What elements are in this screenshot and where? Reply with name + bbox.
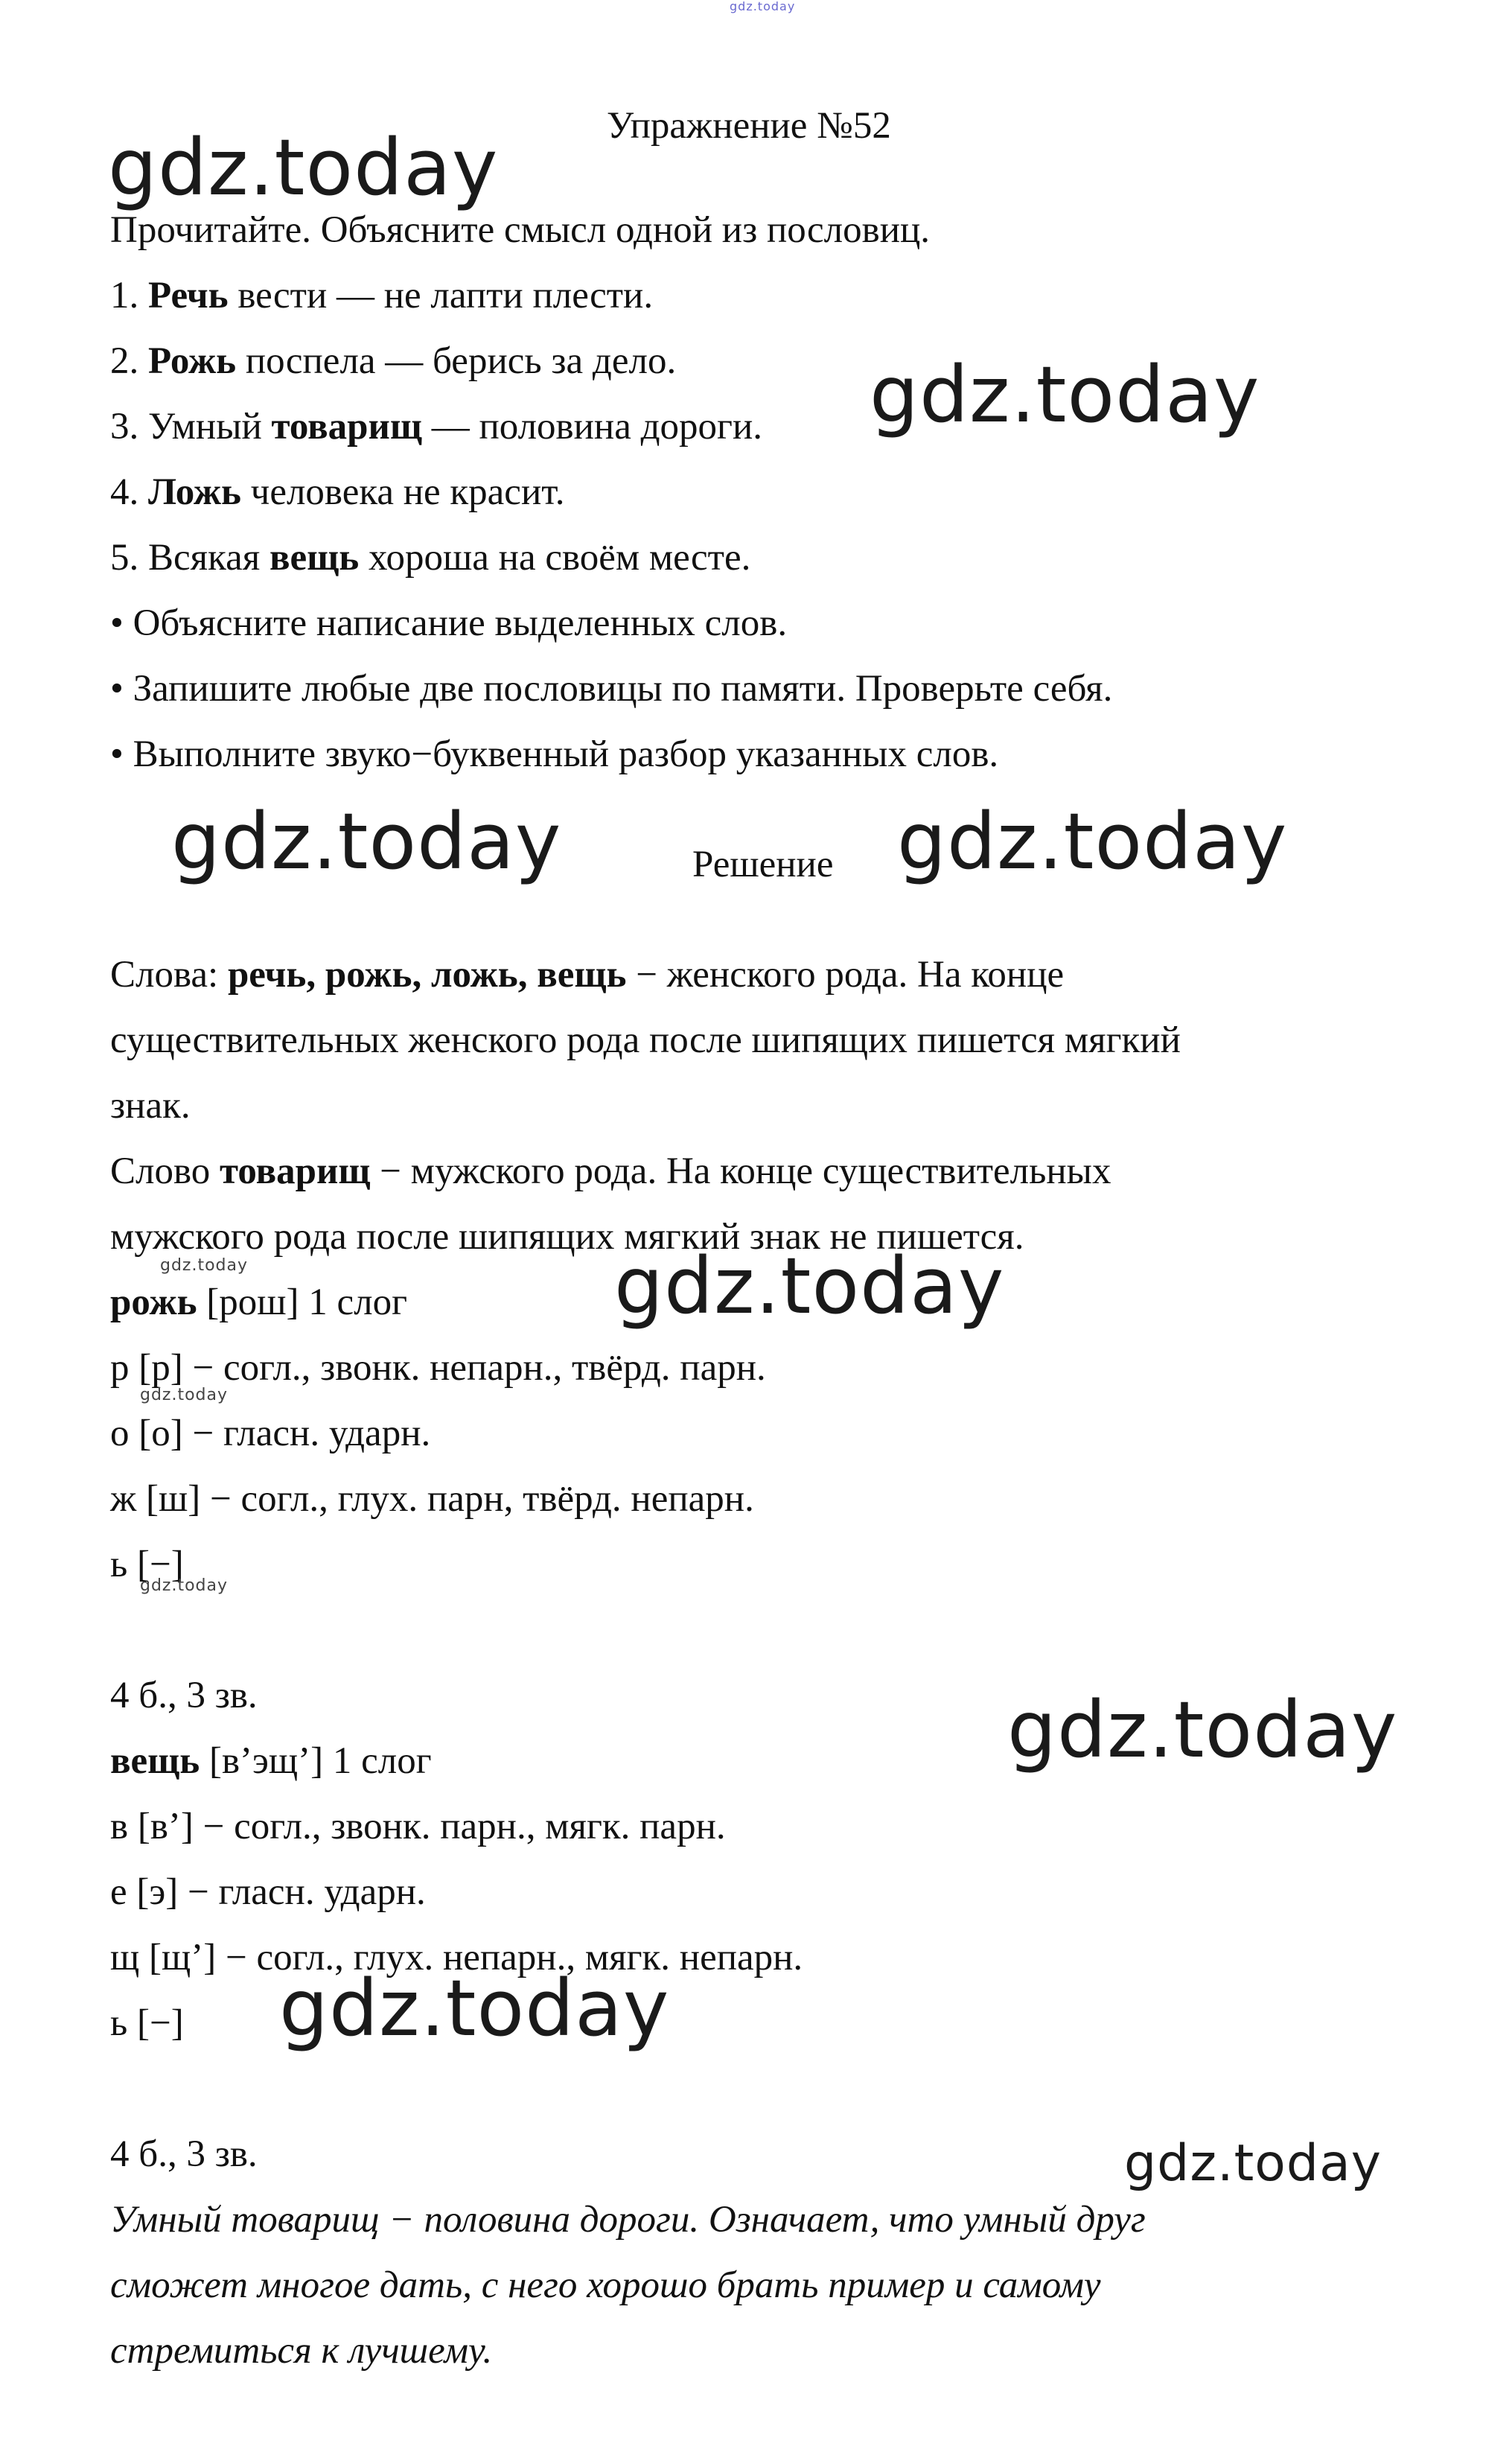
watermark-logo: gdz.today: [279, 1963, 670, 2054]
solution-heading: Решение: [692, 844, 834, 885]
watermark-logo: gdz.today: [614, 1241, 1005, 1331]
meaning-line: сможет многое дать, с него хорошо брать пример и самому: [110, 2264, 1101, 2306]
highlighted-word: Ложь: [148, 471, 241, 513]
analysis-line: р [р] − согл., звонк. непарн., твёрд. парн.: [110, 1347, 766, 1389]
watermark-logo: gdz.today: [1124, 2134, 1382, 2193]
analysis-line: ж [ш] − согл., глух. парн, твёрд. непарн.: [110, 1478, 754, 1520]
exercise-title: Упражнение №52: [607, 105, 891, 147]
analysis-heading: вещь [в’эщ’] 1 слог: [110, 1740, 432, 1782]
explanation-line: Слово товарищ − мужского рода. На конце существительных: [110, 1150, 1111, 1192]
highlighted-word: вещь: [269, 537, 360, 579]
watermark-logo: gdz.today: [897, 796, 1288, 887]
bullet-item: • Выполните звуко−буквенный разбор указанных слов.: [110, 733, 999, 775]
explanation-line: мужского рода после шипящих мягкий знак не пишется.: [110, 1216, 1024, 1258]
proverb-1: 1. Речь вести — не лапти плести.: [110, 275, 654, 316]
proverb-5: 5. Всякая вещь хороша на своём месте.: [110, 537, 751, 579]
analysis-line: в [в’] − согл., звонк. парн., мягк. парн.: [110, 1806, 726, 1847]
analysis-line: ь [−]: [110, 1544, 184, 1585]
proverb-4: 4. Ложь человека не красит.: [110, 471, 565, 513]
watermark-logo: gdz.today: [870, 349, 1260, 440]
proverb-3: 3. Умный товарищ — половина дороги.: [110, 406, 763, 448]
highlighted-word: товарищ: [271, 406, 422, 448]
analysis-summary: 4 б., 3 зв.: [110, 1675, 258, 1716]
explanation-line: существительных женского рода после шипящих пишется мягкий: [110, 1019, 1181, 1061]
explanation-line: знак.: [110, 1085, 191, 1127]
watermark-small: gdz.today: [140, 1576, 229, 1595]
analysis-line: о [о] − гласн. ударн.: [110, 1413, 431, 1454]
watermark-logo: gdz.today: [1007, 1684, 1398, 1775]
bullet-item: • Объясните написание выделенных слов.: [110, 602, 788, 644]
bullet-item: • Запишите любые две пословицы по памяти. Проверьте себя.: [110, 668, 1113, 710]
watermark-top: gdz.today: [730, 0, 796, 13]
watermark-logo: gdz.today: [108, 122, 499, 213]
highlighted-word: Рожь: [148, 340, 237, 382]
watermark-small: gdz.today: [160, 1256, 249, 1275]
analysis-heading: рожь [рош] 1 слог: [110, 1282, 408, 1323]
watermark-logo: gdz.today: [171, 796, 562, 887]
analysis-line: е [э] − гласн. ударн.: [110, 1871, 426, 1913]
explanation-line: Слова: речь, рожь, ложь, вещь − женского рода. На конце: [110, 954, 1065, 996]
proverb-2: 2. Рожь поспела — берись за дело.: [110, 340, 677, 382]
analysis-line: ь [−]: [110, 2002, 184, 2044]
watermark-small: gdz.today: [140, 1386, 229, 1404]
meaning-line: Умный товарищ − половина дороги. Означает, что умный друг: [110, 2199, 1146, 2241]
analysis-line: щ [щ’] − согл., глух. непарн., мягк. непарн.: [110, 1937, 803, 1978]
analysis-summary: 4 б., 3 зв.: [110, 2133, 258, 2175]
task-intro: Прочитайте. Объясните смысл одной из пословиц.: [110, 209, 931, 251]
meaning-line: стремиться к лучшему.: [110, 2330, 493, 2372]
highlighted-word: Речь: [148, 275, 229, 316]
